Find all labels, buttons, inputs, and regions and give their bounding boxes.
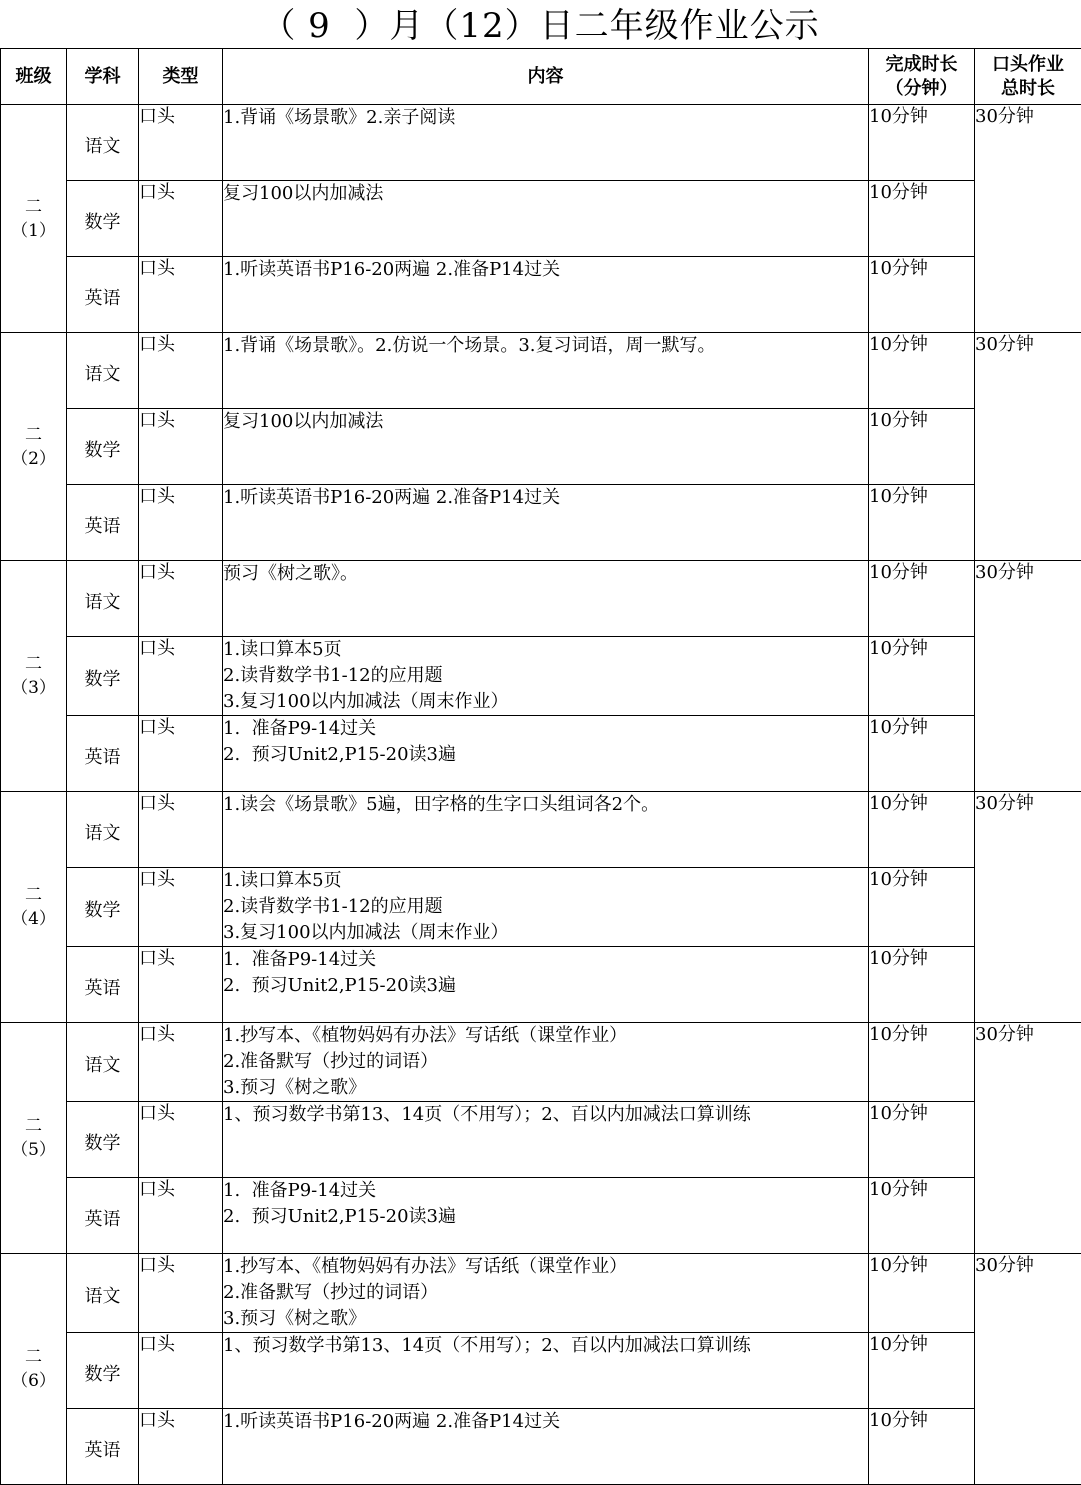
type-cell: 口头 [139,1333,223,1409]
duration-cell: 10分钟 [869,1102,975,1178]
subject-label: 英语 [85,284,121,310]
header-total-line1: 口头作业 [975,53,1081,77]
duration-cell: 10分钟 [869,105,975,181]
class-grade: 二 [1,195,66,219]
total-duration-cell: 30分钟 [975,561,1081,792]
header-total-line2: 总时长 [975,77,1081,101]
subject-label: 语文 [85,588,121,614]
subject-label: 数学 [85,896,121,922]
duration-cell: 10分钟 [869,561,975,637]
content-cell: 1.背诵《场景歌》。2.仿说一个场景。3.复习词语，周一默写。 [223,333,869,409]
duration-cell: 10分钟 [869,716,975,792]
subject-label: 数学 [85,1129,121,1155]
class-number: （6） [1,1369,66,1393]
content-cell: 复习100以内加减法 [223,181,869,257]
class-cell [1,1023,67,1254]
class-number: （1） [1,219,66,243]
duration-cell: 10分钟 [869,947,975,1023]
subject-label: 语文 [85,1282,121,1308]
content-cell: 1、预习数学书第13、14页（不用写）；2、百以内加减法口算训练 [223,1102,869,1178]
homework-table [0,48,1081,1485]
content-cell: 1.读口算本5页 2.读背数学书1-12的应用题 3.复习100以内加减法（周末作业） [223,637,869,716]
content-cell: 1、预习数学书第13、14页（不用写）；2、百以内加减法口算训练 [223,1333,869,1409]
class-grade: 二 [1,652,66,676]
class-grade: 二 [1,1114,66,1138]
total-duration-cell: 30分钟 [975,105,1081,333]
type-cell: 口头 [139,181,223,257]
table-row [1,1254,1081,1333]
table-row [1,716,1081,792]
content-cell: 1.读会《场景歌》5遍，田字格的生字口头组词各2个。 [223,792,869,868]
duration-cell: 10分钟 [869,485,975,561]
type-cell: 口头 [139,105,223,181]
content-cell: 1.背诵《场景歌》2.亲子阅读 [223,105,869,181]
subject-cell [67,409,139,485]
subject-cell [67,1102,139,1178]
content-cell: 1. 准备P9-14过关 2. 预习Unit2,P15-20读3遍 [223,1178,869,1254]
subject-cell [67,257,139,333]
class-number: （2） [1,447,66,471]
duration-cell: 10分钟 [869,637,975,716]
duration-cell: 10分钟 [869,1023,975,1102]
table-row [1,105,1081,181]
table-row [1,947,1081,1023]
total-duration-cell: 30分钟 [975,333,1081,561]
content-cell: 1.读口算本5页 2.读背数学书1-12的应用题 3.复习100以内加减法（周末作业） [223,868,869,947]
table-row [1,868,1081,947]
duration-cell: 10分钟 [869,792,975,868]
content-cell: 1.听读英语书P16-20两遍 2.准备P14过关 [223,1409,869,1485]
class-grade: 二 [1,1345,66,1369]
subject-cell [67,868,139,947]
page-title: （ 9 ）月（12）日二年级作业公示 [0,0,1081,48]
subject-label: 英语 [85,974,121,1000]
duration-cell: 10分钟 [869,1333,975,1409]
table-row [1,409,1081,485]
class-grade: 二 [1,423,66,447]
header-type: 类型 [139,49,223,105]
class-number: （4） [1,907,66,931]
subject-cell [67,1409,139,1485]
subject-cell [67,1023,139,1102]
class-cell [1,1254,67,1485]
table-row [1,1409,1081,1485]
content-cell: 1. 准备P9-14过关 2. 预习Unit2,P15-20读3遍 [223,947,869,1023]
subject-cell [67,105,139,181]
table-body [1,105,1081,1485]
type-cell: 口头 [139,485,223,561]
type-cell: 口头 [139,868,223,947]
subject-label: 数学 [85,208,121,234]
content-cell: 预习《树之歌》。 [223,561,869,637]
header-duration-line2: （分钟） [869,77,974,101]
total-duration-cell: 30分钟 [975,1254,1081,1485]
table-row [1,485,1081,561]
table-row [1,792,1081,868]
table-row [1,257,1081,333]
subject-label: 数学 [85,436,121,462]
subject-cell [67,716,139,792]
table-row [1,1102,1081,1178]
class-cell [1,792,67,1023]
class-grade: 二 [1,883,66,907]
table-row [1,333,1081,409]
type-cell: 口头 [139,637,223,716]
table-row [1,1178,1081,1254]
class-cell [1,333,67,561]
duration-cell: 10分钟 [869,181,975,257]
class-cell [1,561,67,792]
duration-cell: 10分钟 [869,1178,975,1254]
class-number: （3） [1,676,66,700]
subject-label: 数学 [85,1360,121,1386]
content-cell: 1.听读英语书P16-20两遍 2.准备P14过关 [223,257,869,333]
header-duration [869,49,975,105]
total-duration-cell: 30分钟 [975,792,1081,1023]
type-cell: 口头 [139,257,223,333]
subject-label: 语文 [85,819,121,845]
subject-cell [67,561,139,637]
header-class: 班级 [1,49,67,105]
duration-cell: 10分钟 [869,1254,975,1333]
subject-cell [67,792,139,868]
table-row [1,181,1081,257]
table-row [1,1023,1081,1102]
subject-label: 语文 [85,132,121,158]
subject-cell [67,1178,139,1254]
subject-label: 英语 [85,1205,121,1231]
type-cell: 口头 [139,716,223,792]
header-row [1,49,1081,105]
header-content: 内容 [223,49,869,105]
type-cell: 口头 [139,1102,223,1178]
type-cell: 口头 [139,1178,223,1254]
class-number: （5） [1,1138,66,1162]
subject-label: 数学 [85,665,121,691]
subject-label: 英语 [85,512,121,538]
content-cell: 1. 准备P9-14过关 2. 预习Unit2,P15-20读3遍 [223,716,869,792]
table-row [1,1333,1081,1409]
type-cell: 口头 [139,1023,223,1102]
header-total [975,49,1081,105]
total-duration-cell: 30分钟 [975,1023,1081,1254]
type-cell: 口头 [139,947,223,1023]
table-row [1,637,1081,716]
subject-cell [67,333,139,409]
table-row [1,561,1081,637]
subject-cell [67,1254,139,1333]
type-cell: 口头 [139,792,223,868]
content-cell: 1.听读英语书P16-20两遍 2.准备P14过关 [223,485,869,561]
subject-label: 英语 [85,1436,121,1462]
type-cell: 口头 [139,1409,223,1485]
content-cell: 复习100以内加减法 [223,409,869,485]
subject-label: 语文 [85,360,121,386]
duration-cell: 10分钟 [869,333,975,409]
type-cell: 口头 [139,333,223,409]
duration-cell: 10分钟 [869,868,975,947]
subject-cell [67,637,139,716]
subject-label: 英语 [85,743,121,769]
type-cell: 口头 [139,409,223,485]
duration-cell: 10分钟 [869,257,975,333]
duration-cell: 10分钟 [869,1409,975,1485]
subject-label: 语文 [85,1051,121,1077]
subject-cell [67,947,139,1023]
class-cell [1,105,67,333]
content-cell: 1.抄写本、《植物妈妈有办法》写话纸（课堂作业） 2.准备默写（抄过的词语） 3.预习《树之歌》 [223,1023,869,1102]
subject-cell [67,1333,139,1409]
duration-cell: 10分钟 [869,409,975,485]
header-subject: 学科 [67,49,139,105]
type-cell: 口头 [139,561,223,637]
header-duration-line1: 完成时长 [869,53,974,77]
subject-cell [67,485,139,561]
subject-cell [67,181,139,257]
content-cell: 1.抄写本、《植物妈妈有办法》写话纸（课堂作业） 2.准备默写（抄过的词语） 3.预习《树之歌》 [223,1254,869,1333]
type-cell: 口头 [139,1254,223,1333]
